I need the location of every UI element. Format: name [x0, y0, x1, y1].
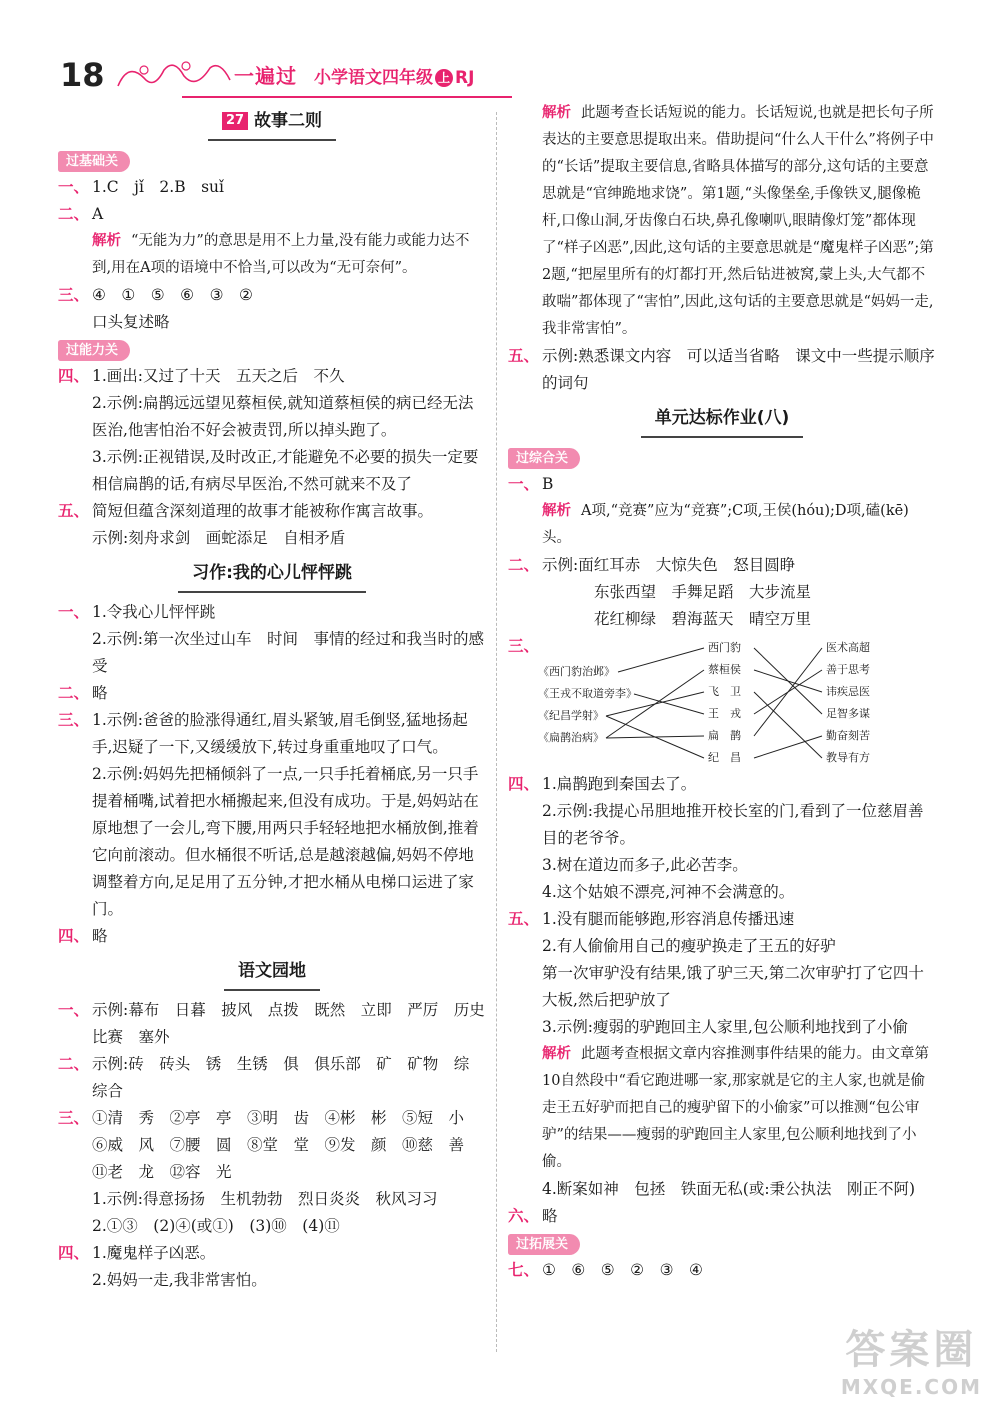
answer-item: 四、 1.画出:又过了十天 五天之后 不久 — [58, 367, 345, 385]
answer-line: 3.示例:正视错误,及时改正,才能避免不必要的损失一定要相信扁鹊的话,有病尽早医治,不然可就来不及了 — [92, 448, 479, 493]
answer-line: 4.断案如神 包拯 铁面无私(或:秉公执法 刚正不阿) — [542, 1180, 916, 1198]
match-right-item: 勤奋刻苦 — [826, 729, 870, 742]
answer-line: 3.示例:瘦弱的驴跑回主人家里,包公顺利地找到了小偷 — [542, 1018, 908, 1036]
answer-line: 第一次审驴没有结果,饿了驴三天,第二次审驴打了它四十大板,然后把驴放了 — [542, 964, 924, 1009]
answer-line: 2.有人偷偷用自己的瘦驴换走了王五的好驴 — [542, 937, 836, 955]
match-right-item: 善于思考 — [826, 663, 870, 676]
analysis-label: 解析 — [542, 105, 571, 121]
watermark-main: 答案圈 — [845, 1327, 978, 1373]
lesson-title-text: 故事二则 — [254, 111, 323, 131]
garden-title: 语文园地 — [58, 956, 486, 991]
answer-item: 三、 ④ ① ⑤ ⑥ ③ ② — [58, 286, 253, 304]
analysis-block: 解析 “无能为力”的意思是用不上力量,没有能力或能力达不到,用在A项的语境中不恰当,可以改为“无可奈何”。 — [92, 233, 470, 276]
match-line — [754, 648, 822, 736]
answer-item: 三、 1.示例:爸爸的脸涨得通红,眉头紧皱,眉毛倒竖,猛地扬起手,迟疑了一下,又缓缓放下,转过身重重地叹了口气。 — [58, 711, 468, 756]
watermark-url: MXQE.COM — [840, 1375, 982, 1399]
term-badge: 上 — [435, 69, 453, 87]
lesson-title — [58, 106, 486, 141]
watermark — [841, 1318, 982, 1399]
match-mid-item: 飞 卫 — [708, 685, 741, 698]
analysis-label: 解析 — [542, 503, 571, 519]
answer-line: 2.示例:我提心吊胆地推开校长室的门,看到了一位慈眉善目的老爷爷。 — [542, 802, 924, 847]
match-right-item: 教导有方 — [826, 751, 870, 764]
match-mid-item: 西门豹 — [708, 641, 741, 654]
section-tag-basic: 过基础关 — [58, 151, 130, 172]
answer-item: 二、 示例:砖 砖头 锈 生锈 俱 俱乐部 矿 矿物 综 综合 — [58, 1055, 485, 1100]
answer-item: 二、 略 — [58, 684, 108, 702]
answer-line: 2.示例:扁鹊远远望见蔡桓侯,就知道蔡桓侯的病已经无法医治,他害怕治不好会被责罚,所以掉头跑了。 — [92, 394, 474, 439]
column-divider — [496, 112, 497, 1352]
match-line — [754, 736, 822, 758]
match-line — [754, 670, 822, 692]
analysis-block: 解析 此题考查根据文章内容推测事件结果的能力。由文章第10自然段中“看它跑进哪一家,那家就是它的主人家,也就是偷走王五好驴而把自己的瘦驴留下的小偷家”可以推测“包公审驴”的结果——瘦弱的驴跑回主人家里,包公顺利地找到了小偷。 — [542, 1046, 929, 1170]
answer-line: 2.①③ (2)④(或①) (3)⑩ (4)⑪ — [92, 1217, 340, 1235]
unit-title: 单元达标作业(八) — [508, 403, 936, 438]
answer-item: 七、 ① ⑥ ⑤ ② ③ ④ — [508, 1261, 703, 1279]
writing-title: 习作:我的心儿怦怦跳 — [58, 558, 486, 593]
answer-item: 四、 1.扁鹊跑到秦国去了。 — [508, 775, 697, 793]
match-mid-item: 王 戎 — [708, 707, 741, 720]
answer-item: 一、 示例:幕布 日暮 披风 点拨 既然 立即 严厉 历史 比赛 塞外 — [58, 1001, 501, 1046]
answer-line: 3.树在道边而多子,此必苦李。 — [542, 856, 748, 874]
answer-item: 四、 略 — [58, 927, 108, 945]
match-left-item: 《扁鹊治病》 — [538, 731, 604, 744]
answer-item: 一、 1.令我心儿怦怦跳 — [58, 603, 216, 621]
match-line — [606, 736, 704, 738]
match-right-item: 讳疾忌医 — [826, 685, 870, 698]
answer-item: 五、 1.没有腿而能够跑,形容消息传播迅速 — [508, 910, 795, 928]
answer-item: 二、 A — [58, 205, 104, 223]
analysis-block: 解析 此题考查长话短说的能力。长话短说,也就是把长句子所表达的主要意思提取出来。借助提问“什么人干什么”将例子中的“长话”提取主要信息,省略具体描写的部分,这句话的主要意思就是“官绅跪地求饶”。第1题,“头像堡垒,手像铁叉,腿像桅杆,口像山洞,牙齿像白石块,鼻孔像喇叭,眼睛像灯笼”都体现了“样子凶恶”,因此,这句话的主要意思就是“魔鬼样子凶恶”;第2题,“把屋里所有的灯都打开,然后钻进被窝,蒙上头,大气都不敢喘”都体现了“害怕”,因此,这句话的主要意思就是“妈妈一走,我非常害怕”。 — [542, 105, 934, 337]
match-left-item: 《纪昌学射》 — [538, 709, 604, 722]
answer-item: 五、 示例:熟悉课文内容 可以适当省略 课文中一些提示顺序的词句 — [508, 347, 935, 392]
answer-item: 三、 ①清 秀 ②亭 亭 ③明 齿 ④彬 彬 ⑤短 小 ⑥威 风 ⑦腰 圆 ⑧堂 堂 ⑨发 颜 ⑩慈 善 ⑪老 龙 ⑫容 光 — [58, 1109, 480, 1181]
book-subtitle — [314, 63, 474, 88]
answer-item: 一、 1.C jǐ 2.B suǐ — [58, 178, 224, 196]
match-left-item: 《西门豹治邺》 — [538, 665, 615, 678]
answer-line: 花红柳绿 碧海蓝天 晴空万里 — [594, 610, 812, 628]
subject-label: 小学语文四年级 — [314, 68, 433, 88]
answer-line: 2.示例:第一次坐过山车 时间 事情的经过和我当时的感受 — [92, 630, 485, 675]
answer-line: 2.示例:妈妈先把桶倾斜了一点,一只手托着桶底,另一只手提着桶嘴,试着把水桶搬起来,但没有成功。于是,妈妈站在原地想了一会儿,弯下腰,用两只手轻轻地把水桶放倒,推着它向前滚动。但水桶很不听话,总是越滚越偏,妈妈不停地调整着方向,足足用了五分钟,才把水桶从电梯口运进了家门。 — [92, 765, 479, 918]
analysis-block: 解析 A项,“竞赛”应为“竞赛”;C项,王侯(hóu);D项,磕(kē)头。 — [542, 503, 909, 546]
answer-line: 口头复述略 — [92, 313, 170, 331]
page-header — [52, 56, 952, 100]
edition-label: RJ — [455, 68, 475, 88]
left-column — [58, 100, 501, 1294]
section-tag-ability: 过能力关 — [58, 340, 130, 361]
answer-item: 四、 1.魔鬼样子凶恶。 — [58, 1244, 216, 1262]
match-mid-item: 蔡桓侯 — [708, 663, 741, 676]
header-rule — [182, 96, 512, 98]
answer-item: 六、 略 — [508, 1207, 558, 1225]
answer-line: 2.妈妈一走,我非常害怕。 — [92, 1271, 267, 1289]
answer-line: 东张西望 手舞足蹈 大步流星 — [594, 583, 812, 601]
lesson-number: 27 — [222, 112, 248, 130]
answer-item: 二、 示例:面红耳赤 大惊失色 怒目圆睁 — [508, 556, 796, 574]
right-column: 解析 此题考查长话短说的能力。长话短说,也就是把长句子所表达的主要意思提取出来。借助提问“什么人干什么”将例子中的“长话”提取主要信息,省略具体描写的部分,这句话的主要意思就是“官绅跪地求饶”。第1题,“头像堡垒,手像铁叉,腿像桅杆,口像山洞,牙齿像白石块,鼻孔像喇叭,眼睛像灯笼”都体现了“样子凶恶”,因此,这句话的主要意思就是“魔鬼样子凶恶”;第2题,“把屋里所有的灯都打开,然后钻进被窝,蒙上头,大气都不敢喘”都体现了“害怕”,因此,这句话的主要意思就是“妈妈一走,我非常害怕”。 五、 示例:熟悉课文内容 可以适当省略 课文中一些提示顺序的词句 单元达标作业(八) 过综合关 一、 B 解析 A项,“竞赛”应为“竞赛”;C项,王侯(hóu);D项,磕(kē)头。 二、 示例:面红耳赤 大惊失色 怒目圆睁 东张西望 手舞足蹈 大步流星 花红柳绿 碧海蓝天 晴空万里 三、 《西门豹治邺》 《王戎不取道旁李》 《纪昌学射》 《扁鹊治病》 西门豹 蔡桓侯 飞 卫 王 戎 扁 鹊 纪 昌 医术高超 善于思考 讳疾忌医 足智多谋 勤奋刻苦 教导有方 四、 1.扁鹊跑到秦国去了。 2.示例:我提心吊胆地推开校长室的门,看到了一位慈眉善目的老爷爷。 3.树在道边而多子,此必苦李。 4.这个姑娘不漂亮,河神不会满意的。 五、 1.没有腿而能够跑,形容消息传播迅速 2.有人偷偷用自己的瘦驴换走了王五的好驴 第一次审驴没有结果,饿了驴三天,第二次审驴打了它四十大板,然后把驴放了 3.示例:瘦弱的驴跑回主人家里,包公顺利地找到了小偷 解析 此题考查根据文章内容推测事件结果的能力。由文章第10自然段中“看它跑进哪一家,那家就是它的主人家,也就是偷走王五好驴而把自己的瘦驴留下的小偷家”可以推测“包公审驴”的结果——瘦弱的驴跑回主人家里,包公顺利地找到了小偷。 4.断案如神 包拯 铁面无私(或:秉公执法 刚正不阿) 六、 略 过拓展关 七、 ① ⑥ ⑤ ② ③ ④ — [508, 100, 936, 1284]
match-right-item: 足智多谋 — [826, 707, 870, 720]
matching-diagram — [508, 637, 928, 767]
match-right-item: 医术高超 — [826, 641, 870, 654]
section-tag-comprehensive: 过综合关 — [508, 448, 580, 469]
answer-line: 示例:刻舟求剑 画蛇添足 自相矛盾 — [92, 529, 346, 547]
match-left-item: 《王戎不取道旁李》 — [538, 687, 637, 700]
analysis-label: 解析 — [92, 233, 121, 249]
doodle-decoration — [114, 56, 234, 94]
answer-line: 1.示例:得意扬扬 生机勃勃 烈日炎炎 秋风习习 — [92, 1190, 438, 1208]
answer-item: 五、 简短但蕴含深刻道理的故事才能被称作寓言故事。 — [58, 502, 434, 520]
matching-lines — [508, 637, 928, 767]
match-mid-item: 扁 鹊 — [708, 729, 741, 742]
match-line — [618, 648, 704, 672]
brand-name: 一遍过 — [234, 64, 297, 88]
page-number: 18 — [60, 56, 105, 94]
answer-line: 4.这个姑娘不漂亮,河神不会满意的。 — [542, 883, 795, 901]
match-line — [754, 692, 822, 758]
answer-item: 一、 B — [508, 475, 554, 493]
section-tag-extension: 过拓展关 — [508, 1234, 580, 1255]
match-line — [606, 670, 704, 738]
match-mid-item: 纪 昌 — [708, 751, 741, 764]
analysis-label: 解析 — [542, 1046, 571, 1062]
